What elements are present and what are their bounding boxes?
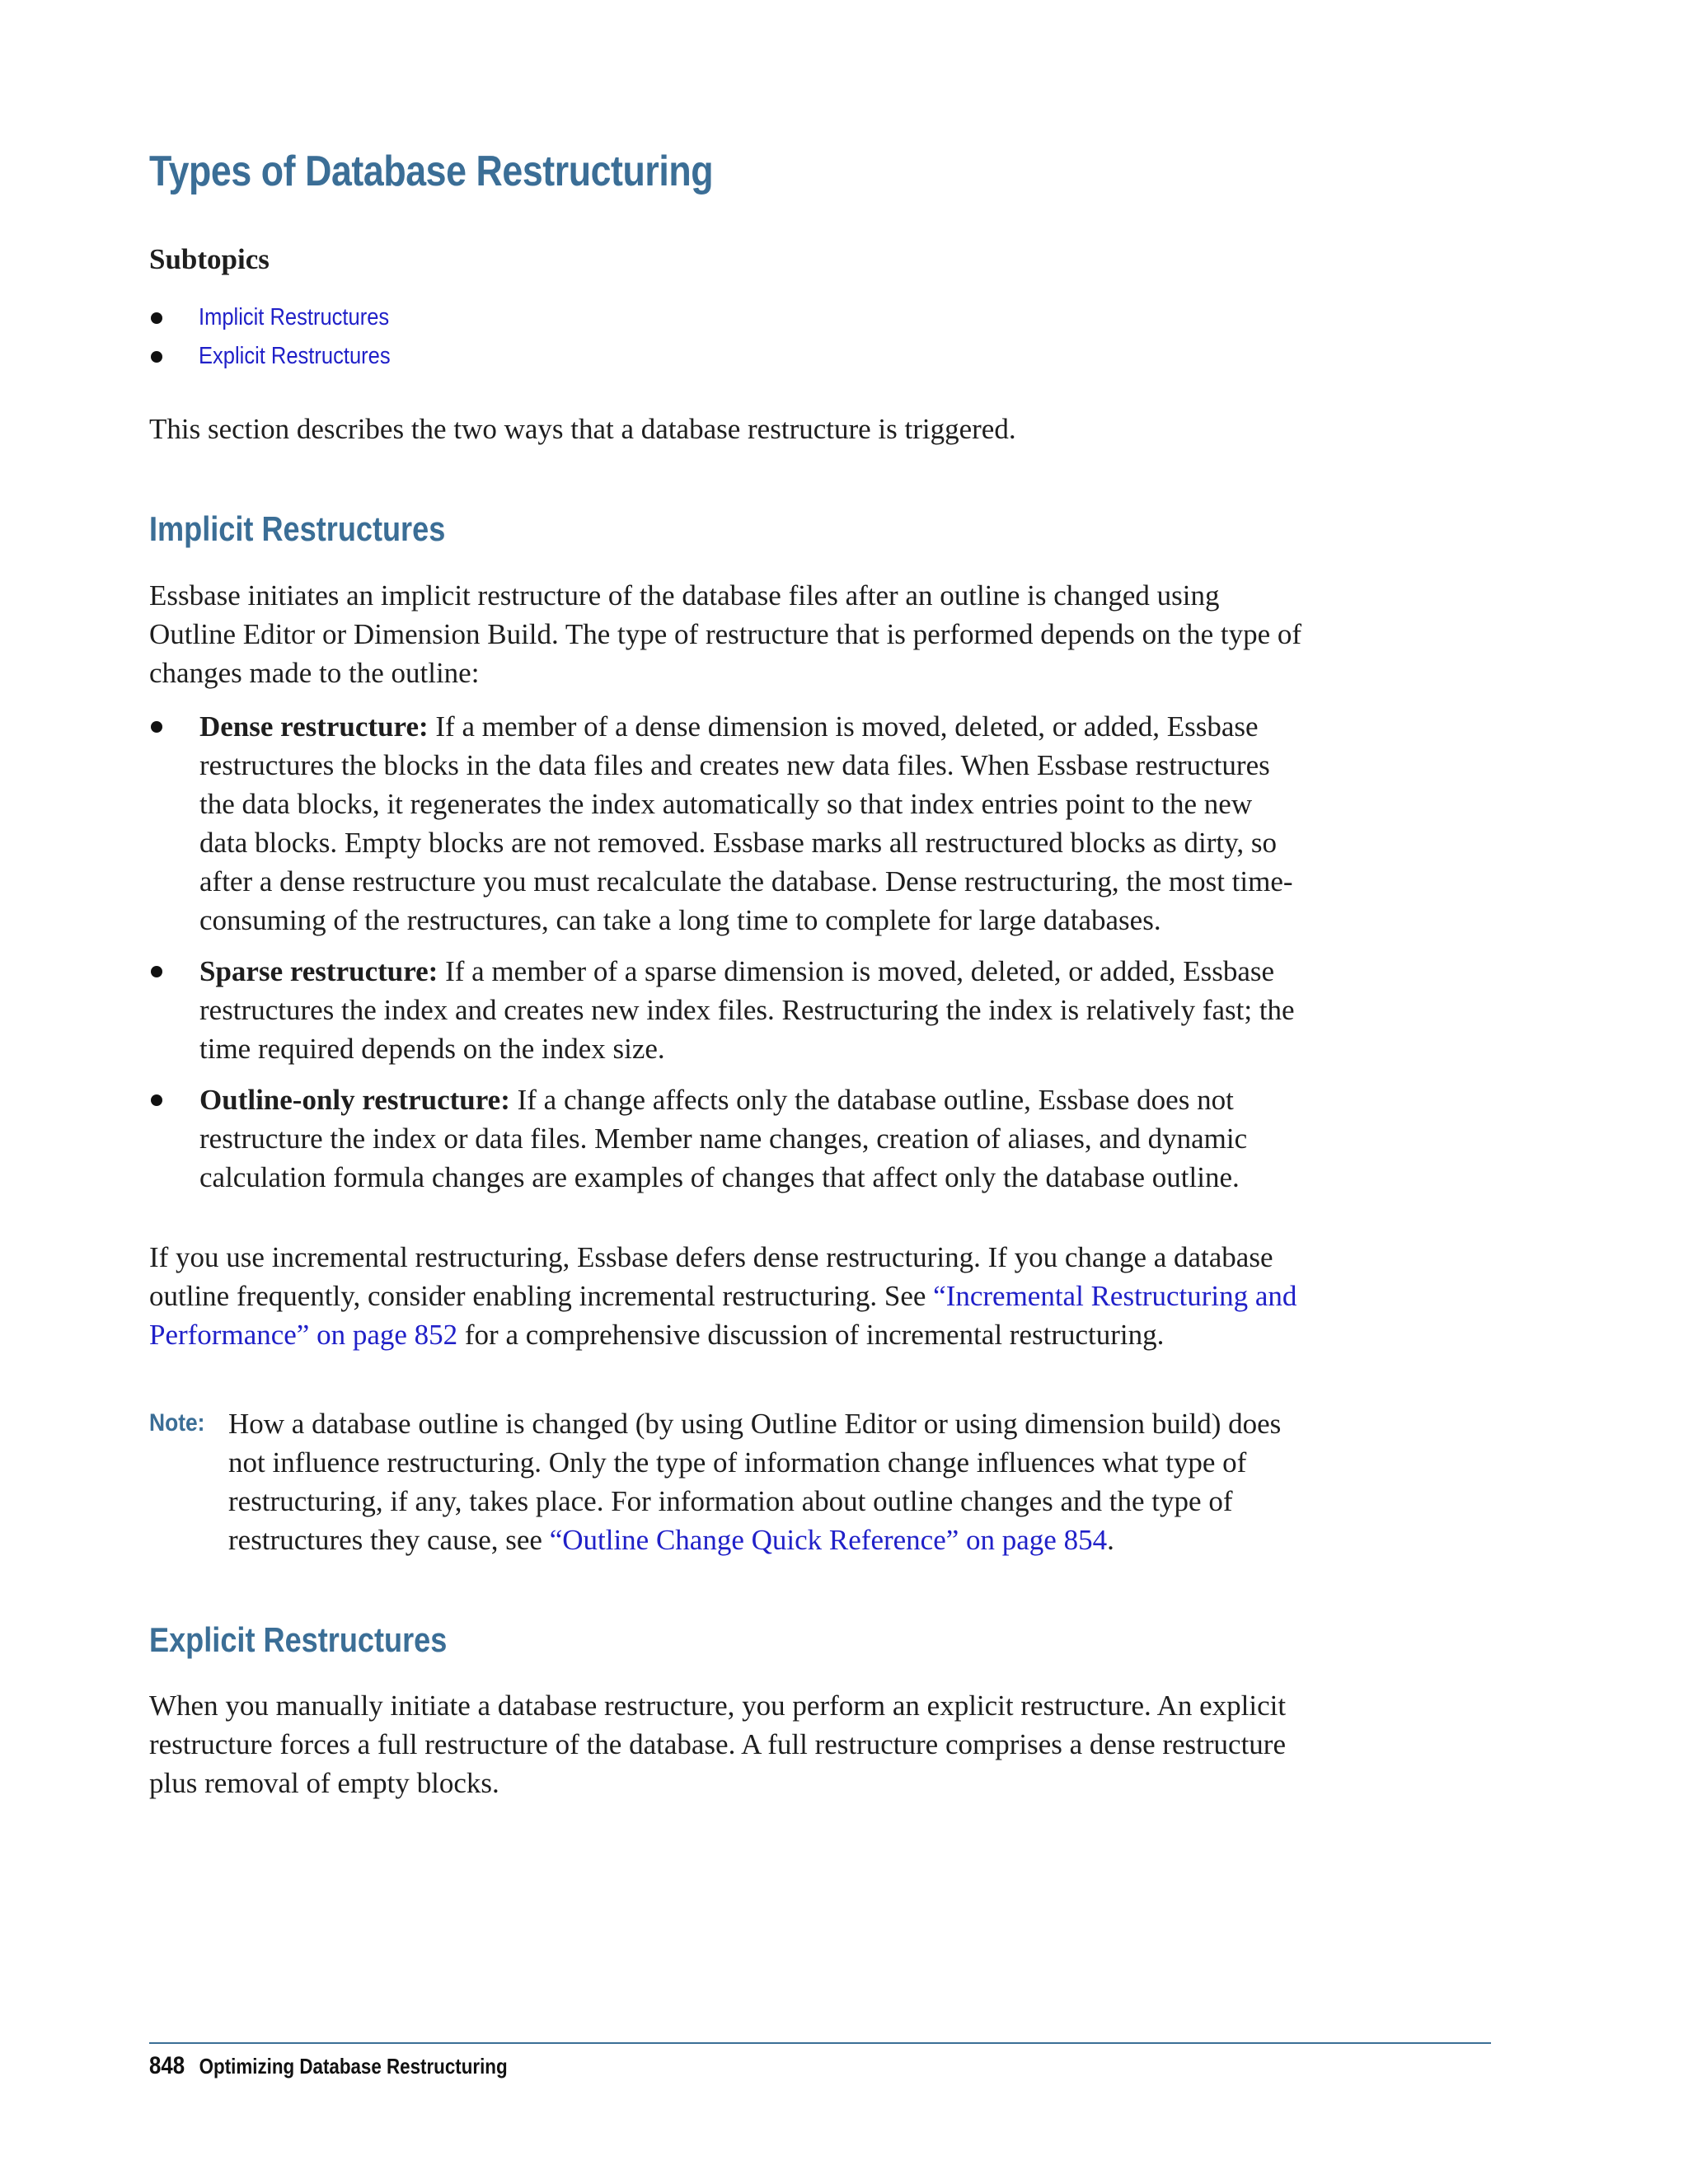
bullet-icon [151, 351, 162, 363]
page-footer [149, 2052, 508, 2080]
incremental-paragraph [149, 1238, 1303, 1354]
explicit-restructures-heading: Explicit Restructures [149, 1620, 448, 1659]
page-number: 848 [149, 2052, 185, 2079]
incremental-text-before: If you use incremental restructuring, Essbase defers dense restructuring. If you change a database outline frequently, consider enabling incremental restructuring. See [149, 1241, 1273, 1312]
list-item-sparse [149, 952, 1303, 1068]
note-block [149, 1404, 1303, 1559]
note-label: Note: [149, 1409, 205, 1436]
subtopic-link-explicit[interactable] [149, 337, 416, 376]
explicit-paragraph: When you manually initiate a database restructure, you perform an explicit restructure. An explicit restructure forces a full restructure of the database. A full restructure comprises a dense restructure plus removal of empty blocks. [149, 1690, 1287, 1799]
subtopic-link-text[interactable]: Implicit Restructures [199, 304, 390, 330]
chapter-title: Optimizing Database Restructuring [199, 2054, 508, 2079]
note-text-after: . [1107, 1524, 1114, 1556]
list-item-text: If a change affects only the database outline, Essbase does not restructure the index or data files. Member name changes, creation of aliases, and dynamic calculation formula changes are examples of changes that affect only the database outline. [199, 1084, 1248, 1193]
incremental-restructuring-link[interactable]: “Incremental Restructuring and Performance” on page 852 [149, 1280, 1297, 1351]
bullet-icon [151, 1094, 162, 1106]
implicit-intro-paragraph: Essbase initiates an implicit restructure of the database files after an outline is changed using Outline Editor or Dimension Build. The type of restructure that is performed depends on the type of changes made to the outline: [149, 579, 1302, 689]
list-item-outline-only [149, 1080, 1303, 1197]
footer-divider [149, 2042, 1491, 2044]
subtopics-label: Subtopics [149, 243, 270, 275]
list-item-term: Outline-only restructure: [199, 1084, 510, 1116]
restructure-types-list [149, 707, 1303, 1209]
list-item-text: If a member of a sparse dimension is moved, deleted, or added, Essbase restructures the index and creates new index files. Restructuring the index is relatively fast; the time required depends on the index size. [199, 955, 1295, 1065]
list-item-dense [149, 707, 1303, 940]
subtopic-link-implicit[interactable] [149, 298, 416, 337]
list-item-text: If a member of a dense dimension is moved, deleted, or added, Essbase restructures the blocks in the data files and creates new data files. When Essbase restructures the data blocks, it regenerates the index automatically so that index entries point to the new data blocks. Empty blocks are not removed. Essbase marks all restructured blocks as dirty, so after a dense restructure you must recalculate the database. Dense restructuring, the most time-consuming of the restructures, can take a long time to complete for large databases. [199, 710, 1293, 936]
bullet-icon [151, 721, 162, 733]
list-item-term: Sparse restructure: [199, 955, 438, 987]
outline-change-reference-link[interactable]: “Outline Change Quick Reference” on page 854 [549, 1524, 1108, 1556]
subtopic-link-text[interactable]: Explicit Restructures [199, 343, 391, 369]
intro-paragraph: This section describes the two ways that a database restructure is triggered. [149, 413, 1016, 445]
subtopics-list [149, 298, 416, 376]
incremental-text-after: for a comprehensive discussion of incremental restructuring. [457, 1319, 1165, 1351]
note-text [228, 1404, 1292, 1559]
bullet-icon [151, 312, 162, 324]
list-item-term: Dense restructure: [199, 710, 429, 743]
bullet-icon [151, 966, 162, 977]
implicit-restructures-heading: Implicit Restructures [149, 509, 446, 548]
note-text-before: How a database outline is changed (by using Outline Editor or using dimension build) does not influence restructuring. Only the type of information change influences what type of restructuring, if any, takes place. For information about outline changes and the type of restructures they cause, see [228, 1408, 1282, 1556]
page-title: Types of Database Restructuring [149, 148, 714, 195]
